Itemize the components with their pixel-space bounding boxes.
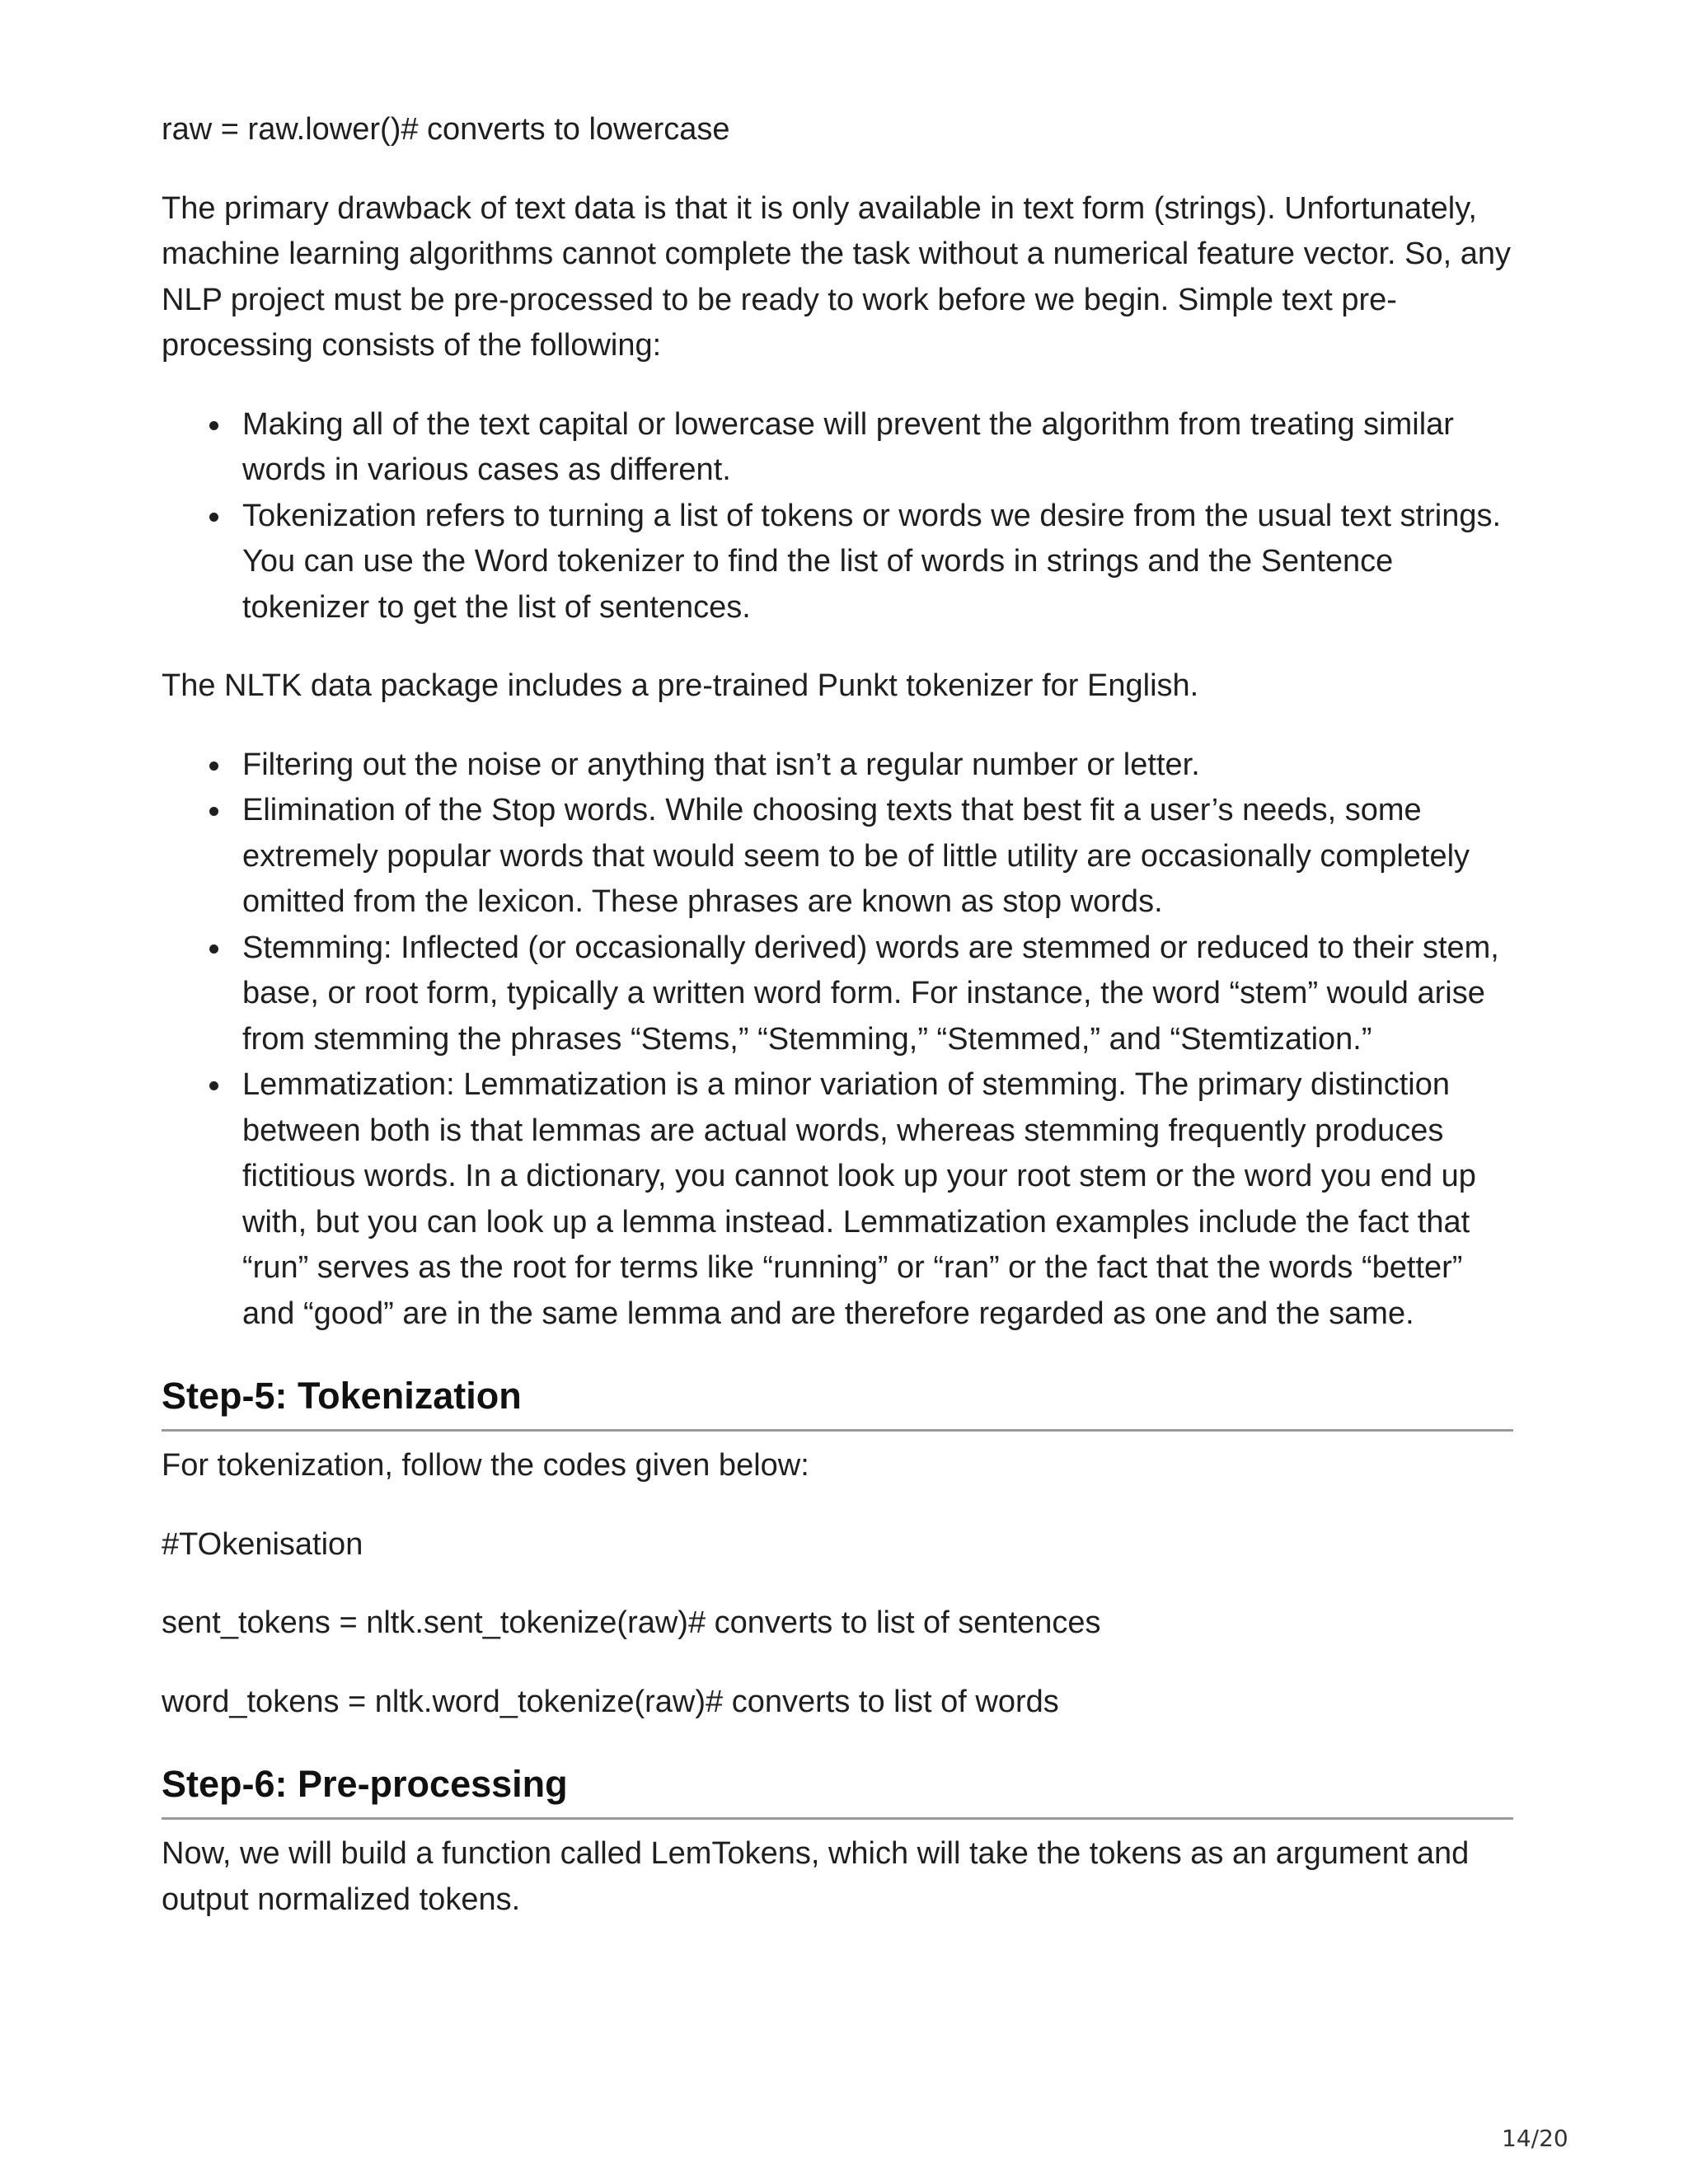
raw-lower-code-line: raw = raw.lower()# converts to lowercase [162,112,730,147]
preprocessing-list-one [162,402,1513,631]
list-item-stop-words: Elimination of the Stop words. While choosing texts that best fit a user’s needs, some extremely popular words that would seem to be of little utility are occasionally completely omitted from the lexicon. These phrases are known as stop words. [242,788,1513,926]
step5-intro: For tokenization, follow the codes given below: [162,1448,809,1483]
sent-tokens-code-line: sent_tokens = nltk.sent_tokenize(raw)# converts to list of sentences [162,1605,1101,1640]
step6-heading: Step-6: Pre-processing [162,1761,1513,1820]
list-item-stemming: Stemming: Inflected (or occasionally derived) words are stemmed or reduced to their stem, base, or root form, typically a written word form. For instance, the word “stem” would arise from stemming the phrases “Stems,” “Stemming,” “Stemmed,” and “Stemtization.” [242,926,1513,1063]
intro-paragraph: The primary drawback of text data is that it is only available in text form (strings). Unfortunately, machine learning algorithms cannot complete the task without a numerical feature vector. So, any NLP project must be pre-processed to be ready to work before we begin. Simple text pre-processing consists of the following: [162,190,1511,363]
preprocessing-list-two [162,743,1513,1338]
nltk-paragraph: The NLTK data package includes a pre-trained Punkt tokenizer for English. [162,668,1199,703]
step6-intro: Now, we will build a function called LemTokens, which will take the tokens as an argument and output normalized tokens. [162,1836,1470,1917]
word-tokens-code-line: word_tokens = nltk.word_tokenize(raw)# converts to list of words [162,1684,1059,1719]
list-item-lemmatization: Lemmatization: Lemmatization is a minor variation of stemming. The primary distinction between both is that lemmas are actual words, whereas stemming frequently produces fictitious words. In a dictionary, you cannot look up your root stem or the word you end up with, but you can look up a lemma instead. Lemmatization examples include the fact that “run” serves as the root for terms like “running” or “ran” or the fact that the words “better” and “good” are in the same lemma and are therefore regarded as one and the same. [242,1062,1513,1337]
list-item-noise-filtering: Filtering out the noise or anything that isn’t a regular number or letter. [242,743,1513,789]
list-item-case-normalization: Making all of the text capital or lowercase will prevent the algorithm from treating similar words in various cases as different. [242,402,1513,494]
step5-heading: Step-5: Tokenization [162,1373,1513,1432]
document-page [162,107,1513,1956]
step5-comment-line: #TOkenisation [162,1526,363,1562]
list-item-tokenization: Tokenization refers to turning a list of tokens or words we desire from the usual text strings. You can use the Word tokenizer to find the list of words in strings and the Sentence tokenizer to get the list of sentences. [242,494,1513,631]
page-number: 14/20 [1502,2125,1568,2152]
